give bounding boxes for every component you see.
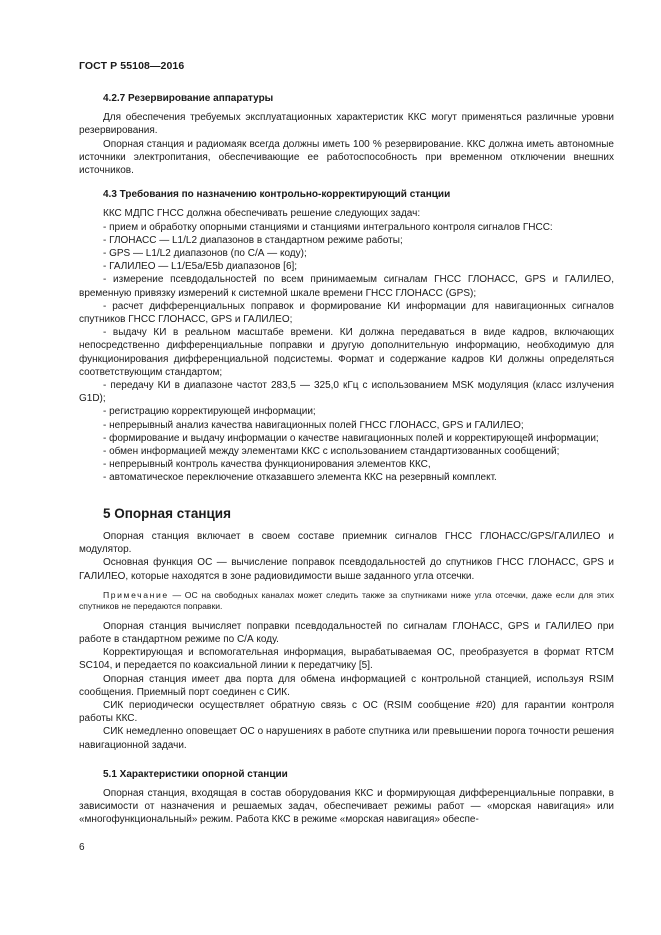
paragraph: Опорная станция и радиомаяк всегда должны иметь 100 % резервирование. ККС должна иметь автономные источники электропитания, обеспечивающие ее работоспособность при временном отключении внешних источников. <box>79 138 614 177</box>
list-item: - регистрацию корректирующей информации; <box>103 406 316 418</box>
section-4-3-title: 4.3 Требования по назначению контрольно-корректирующий станции <box>103 189 451 201</box>
list-item: - расчет дифференциальных поправок и формирование КИ информации для навигационных сигналов спутников ГНСС ГЛОНАСС, GPS и ГАЛИЛЕО; <box>79 300 614 326</box>
paragraph: СИК периодически осуществляет обратную связь с ОС (RSIM сообщение #20) для гарантии контроля работы ККС. <box>79 699 614 725</box>
section-5-1-title: 5.1 Характеристики опорной станции <box>103 768 288 780</box>
list-intro: ККС МДПС ГНСС должна обеспечивать решение следующих задач: <box>103 208 421 220</box>
paragraph: Корректирующая и вспомогательная информация, вырабатываемая ОС, преобразуется в формат RTCM SC104, и передается по коаксиальной линии к передатчику [5]. <box>79 647 614 672</box>
note <box>79 590 614 613</box>
list-item: - непрерывный контроль качества функционирования элементов ККС, <box>103 459 431 471</box>
list-item: - непрерывный анализ качества навигационных полей ГНСС ГЛОНАСС, GPS и ГАЛИЛЕО; <box>103 419 524 431</box>
page-number: 6 <box>79 842 85 853</box>
paragraph: Опорная станция, входящая в состав оборудования ККС и формирующая дифференциальные поправки, в зависимости от назначения и решаемых задач, обеспечивает режимы работ — «морская навигация» или «многофункциональный» режим. Работа ККС в режиме «морская навигация» обеспе- <box>79 787 614 826</box>
paragraph: Опорная станция вычисляет поправки псевдодальностей по сигналам ГЛОНАСС, GPS и ГАЛИЛЕО при работе в стандартном режиме по С/А коду. <box>79 620 614 645</box>
list-item: - автоматическое переключение отказавшего элемента ККС на резервный комплект. <box>103 472 497 484</box>
paragraph: СИК немедленно оповещает ОС о нарушениях в работе спутника или превышении порога точности решения навигационной задачи. <box>79 726 614 751</box>
list-item: - GPS — L1/L2 диапазонов (по С/А — коду); <box>103 248 307 260</box>
list-item: - ГАЛИЛЕО — L1/E5a/E5b диапазонов [6]; <box>103 261 298 273</box>
section-4-2-7-title: 4.2.7 Резервирование аппаратуры <box>103 93 274 104</box>
list-item: - выдачу КИ в реальном масштабе времени. КИ должна передаваться в виде кадров, включающих непосредственно дифференциальные поправки и другую дополнительную информацию, необходимую для функционирования дифференциальной подсистемы. Формат и содержание кадров КИ должны определяться соответствующим стандартом; <box>79 327 614 378</box>
paragraph: Опорная станция включает в своем составе приемник сигналов ГНСС ГЛОНАСС/GPS/ГАЛИЛЕО и модулятор. <box>79 530 614 556</box>
list-item: - прием и обработку опорными станциями и станциями интегрального контроля сигналов ГНСС: <box>103 221 553 233</box>
paragraph: Основная функция ОС — вычисление поправок псевдодальностей до спутников ГНСС ГЛОНАСС, GPS и ГАЛИЛЕО, которые находятся в зоне радиовидимости выше заданного угла отсечки. <box>79 557 614 582</box>
note-text: — ОС на свободных каналах может следить также за спутниками ниже угла отсечки, даже если для этих спутников не передаются поправки. <box>79 589 614 612</box>
list-item: - передачу КИ в диапазоне частот 283,5 — 325,0 кГц с использованием MSK модуляция (класс излучения G1D); <box>79 380 614 405</box>
paragraph: Для обеспечения требуемых эксплуатационных характеристик ККС могут применяться различные уровни резервирования. <box>79 112 614 137</box>
paragraph: Опорная станция имеет два порта для обмена информацией с контрольной станцией, используя RSIM сообщения. Приемный порт соединен с СИК. <box>79 673 614 698</box>
note-label: Примечание <box>103 589 169 600</box>
section-5-title: 5 Опорная станция <box>103 505 231 521</box>
document-header: ГОСТ Р 55108—2016 <box>79 60 185 72</box>
list-item: - измерение псевдодальностей по всем принимаемым сигналам ГНСС ГЛОНАСС, GPS и ГАЛИЛЕО, временную привязку измерений к системной шкале времени ГНСС ГЛОНАСС (GPS); <box>79 274 614 299</box>
list-item: - ГЛОНАСС — L1/L2 диапазонов в стандартном режиме работы; <box>103 234 403 246</box>
list-item: - обмен информацией между элементами ККС с использованием стандартизованных сообщений; <box>103 446 560 458</box>
list-item: - формирование и выдачу информации о качестве навигационных полей и корректирующей информации; <box>103 432 599 444</box>
document-body <box>79 92 614 827</box>
